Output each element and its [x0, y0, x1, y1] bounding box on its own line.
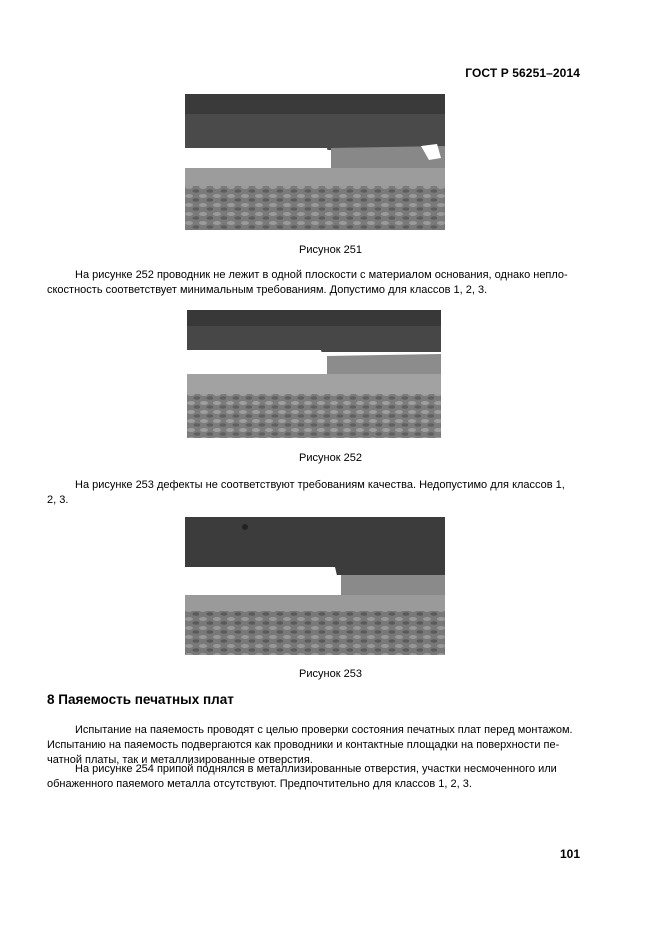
paragraph-figure-253: [47, 478, 581, 508]
paragraph-line: На рисунке 253 дефекты не соответствуют требованиям качества. Недопустимо для классов 1,: [75, 479, 565, 491]
section-title: Паяемость печатных плат: [58, 692, 234, 707]
paragraph-line: На рисунке 254 припой поднялся в металлизированные отверстия, участки несмоченного или: [75, 763, 557, 775]
figure-252-caption: Рисунок 252: [299, 452, 362, 464]
figure-251-caption: Рисунок 251: [299, 244, 362, 256]
page-number: 101: [559, 847, 580, 861]
paragraph-line: Испытанию на паяемость подвергаются как проводники и контактные площадки на поверхности пе-: [47, 739, 560, 751]
paragraph-line: 2, 3.: [47, 494, 69, 506]
paragraph-figure-254: [47, 762, 581, 792]
paragraph-line: скостность соответствует минимальным требованиям. Допустимо для классов 1, 2, 3.: [47, 284, 488, 296]
section-heading: [47, 692, 234, 707]
paragraph-line: Испытание на паяемость проводят с целью проверки состояния печатных плат перед монтажом.: [75, 724, 573, 736]
figure-253-image: [185, 517, 445, 655]
paragraph-line: обнаженного паяемого металла отсутствуют. Предпочтительно для классов 1, 2, 3.: [47, 778, 472, 790]
figure-253-caption: Рисунок 253: [299, 668, 362, 680]
section-number: 8: [47, 692, 55, 707]
figure-252-image: [187, 310, 441, 438]
document-code: ГОСТ Р 56251–2014: [465, 66, 580, 80]
paragraph-line: чатной платы, так и металлизированные отверстия.: [47, 754, 313, 766]
paragraph-figure-252: [47, 268, 581, 298]
figure-251-image: [185, 94, 445, 230]
paragraph-line: На рисунке 252 проводник не лежит в одной плоскости с материалом основания, однако непло-: [75, 269, 568, 281]
